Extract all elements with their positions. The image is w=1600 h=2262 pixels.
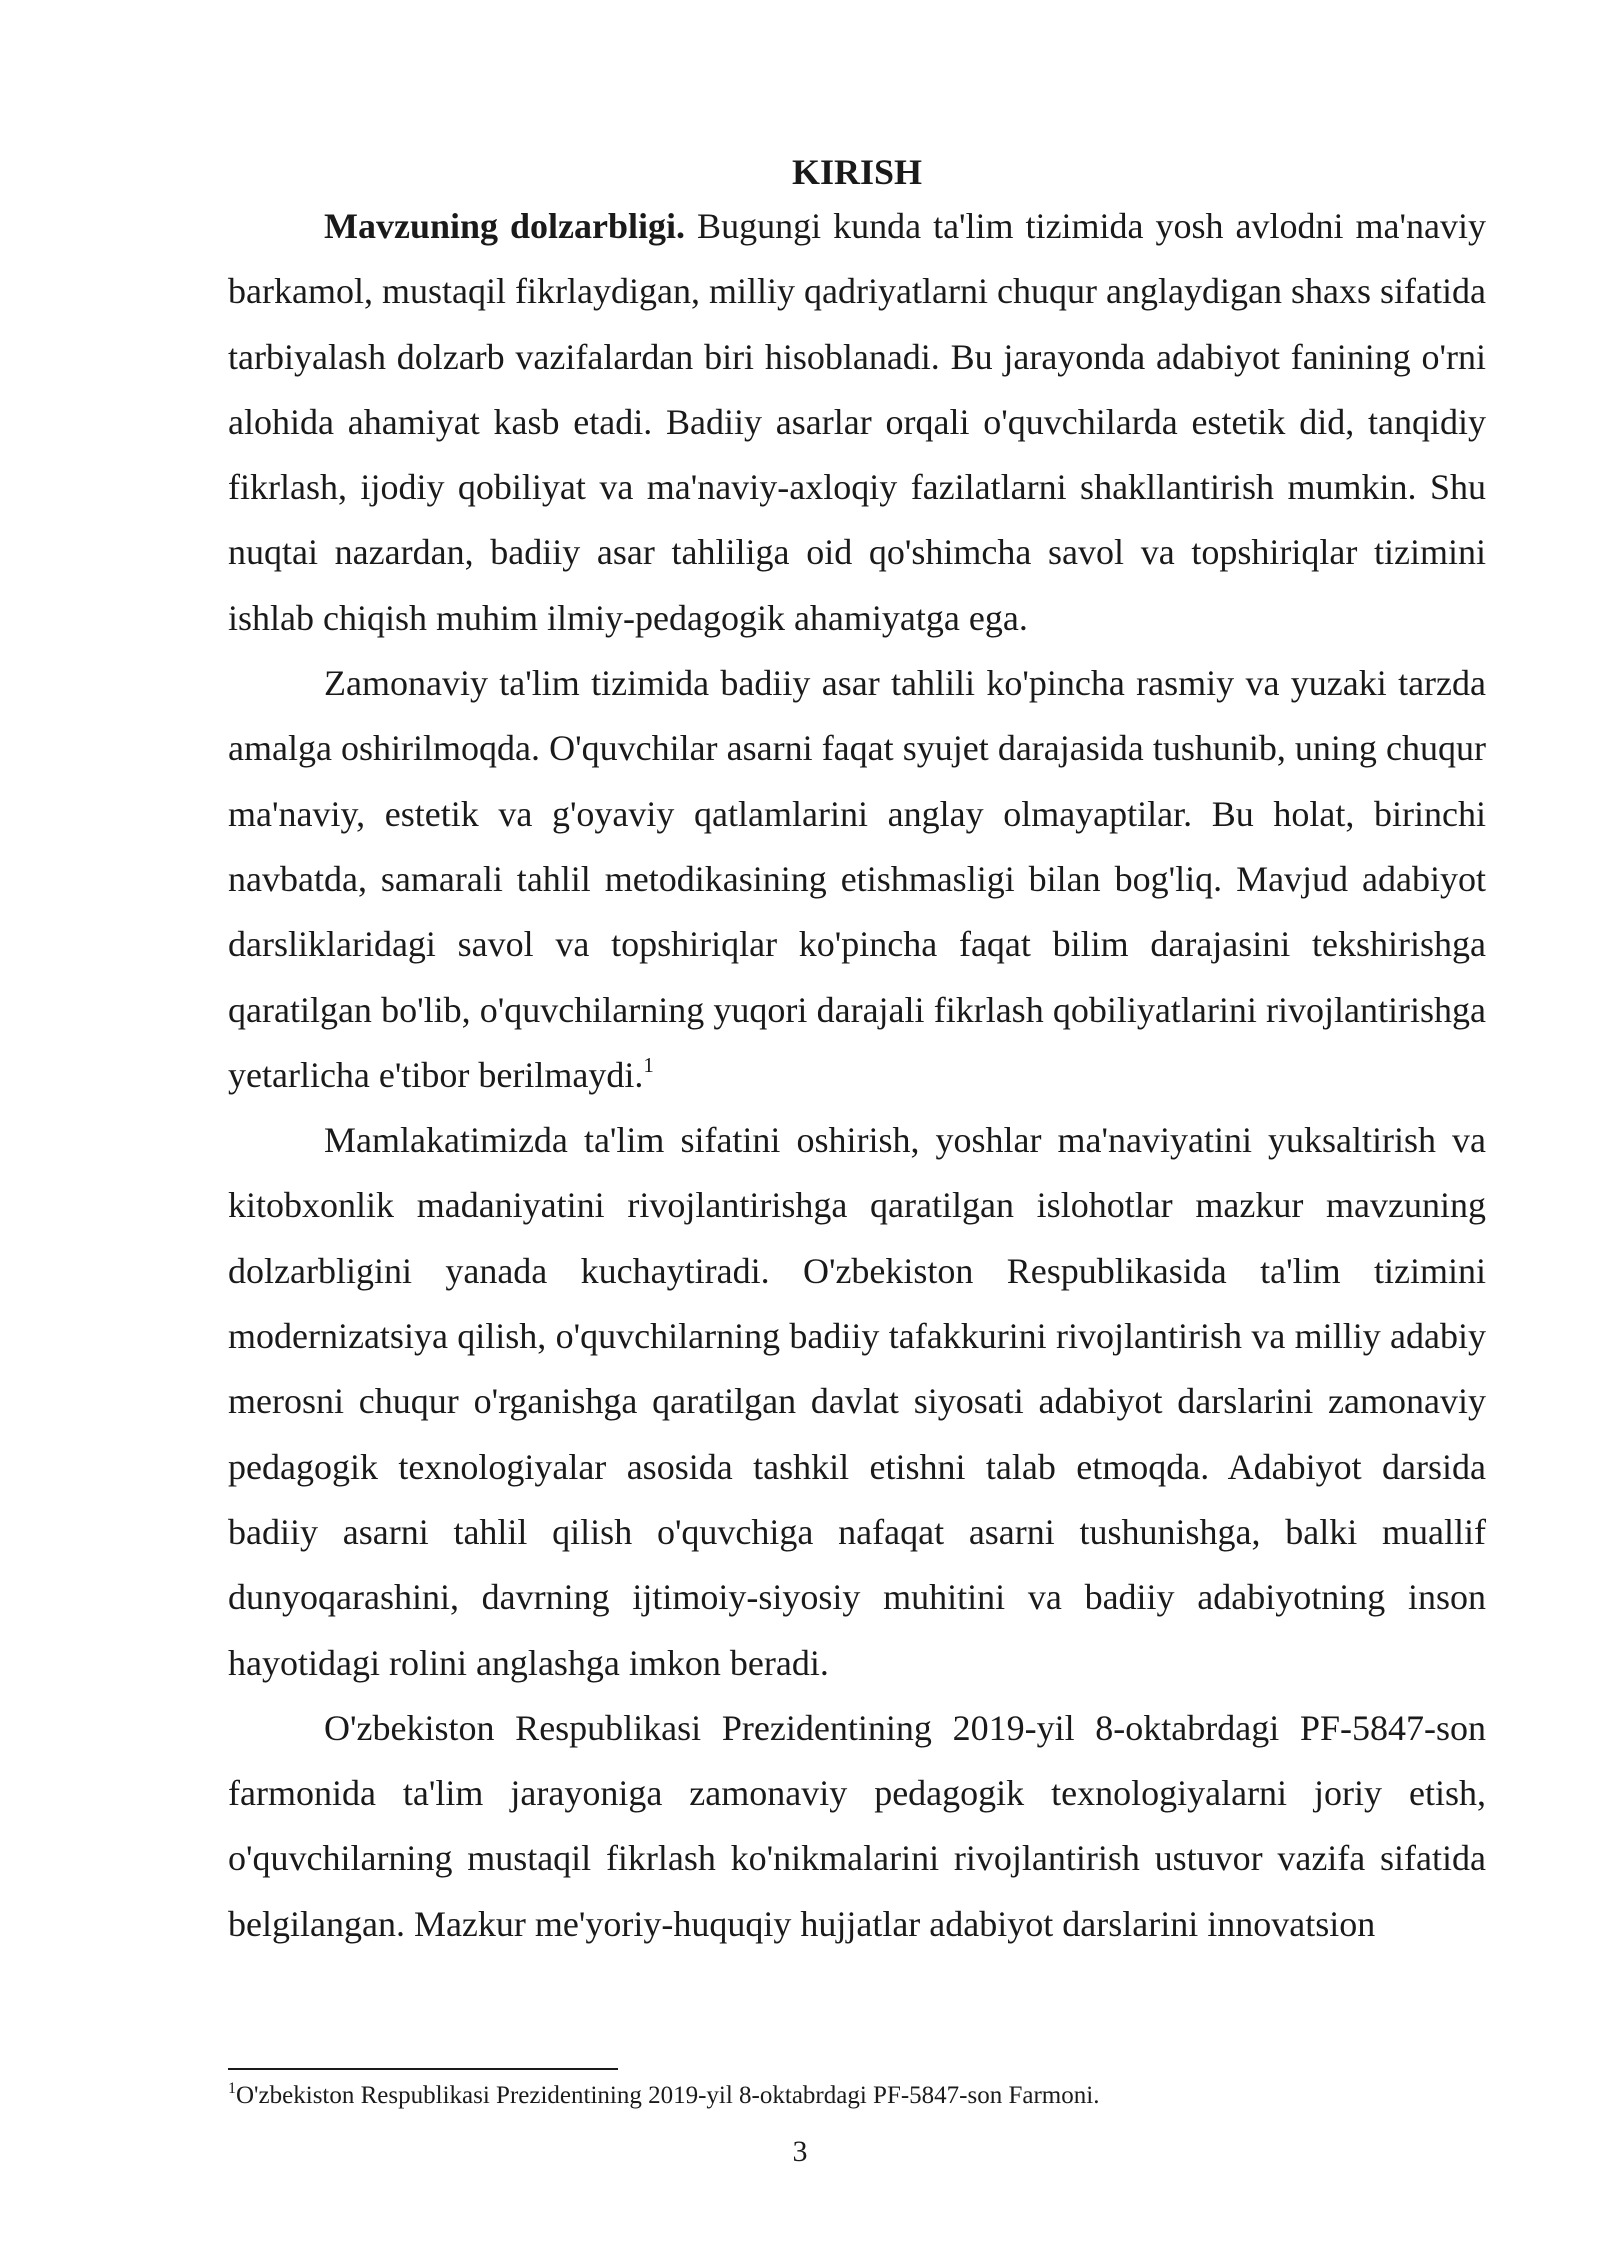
footnote-number: 1	[228, 2080, 236, 2097]
paragraph-text: Mamlakatimizda ta'lim sifatini oshirish, yoshlar ma'naviyatini yuksaltirish va kitobxonlik madaniyatini rivojlantirishga qaratilgan islohotlar mazkur mavzuning dolzarbligini yanada kuchaytiradi. O'zbekiston Respublikasida ta'lim tizimini modernizatsiya qilish, o'quvchilarning badiiy tafakkurini rivojlantirish va milliy adabiy merosni chuqur o'rganishga qaratilgan davlat siyosati adabiyot darslarini zamonaviy pedagogik texnologiyalar asosida tashkil etishni talab etmoqda. Adabiyot darsida badiiy asarni tahlil qilish o'quvchiga nafaqat asarni tushunishga, balki muallif dunyoqarashini, davrning ijtimoiy-siyosiy muhitini va badiiy adabiyotning inson hayotidagi rolini anglashga imkon beradi.	[228, 1120, 1486, 1683]
paragraph-decree	[228, 1696, 1486, 1957]
footnote-separator	[228, 2068, 618, 2070]
page-number: 3	[792, 2135, 808, 2168]
footnote-reference[interactable]: 1	[643, 1052, 654, 1077]
paragraph-text: Zamonaviy ta'lim tizimida badiiy asar tahlili ko'pincha rasmiy va yuzaki tarzda amalga oshirilmoqda. O'quvchilar asarni faqat syujet darajasida tushunib, uning chuqur ma'naviy, estetik va g'oyaviy qatlamlarini anglay olmayaptilar. Bu holat, birinchi navbatda, samarali tahlil metodikasining etishmasligi bilan bog'liq. Mavjud adabiyot darsliklaridagi savol va topshiriqlar ko'pincha faqat bilim darajasini tekshirishga qaratilgan bo'lib, o'quvchilarning yuqori darajali fikrlash qobiliyatlarini rivojlantirishga yetarlicha e'tibor berilmaydi.	[228, 663, 1486, 1095]
footnote-text: O'zbekiston Respublikasi Prezidentining 2019-yil 8-oktabrdagi PF-5847-son Farmoni.	[236, 2082, 1100, 2109]
main-text	[228, 150, 1486, 1957]
paragraph-text: O'zbekiston Respublikasi Prezidentining 2019-yil 8-oktabrdagi PF-5847-son farmonida ta'lim jarayoniga zamonaviy pedagogik texnologiyalarni joriy etish, o'quvchilarning mustaqil fikrlash ko'nikmalarini rivojlantirish ustuvor vazifa sifatida belgilangan. Mazkur me'yoriy-huquqiy hujjatlar adabiyot darslarini innovatsion	[228, 1707, 1486, 1944]
paragraph-lead: Mavzuning dolzarbligi.	[324, 206, 686, 246]
footnote	[228, 2076, 1486, 2116]
paragraph-relevance	[228, 194, 1486, 651]
paragraph-reforms	[228, 1108, 1486, 1696]
paragraph-text: Bugungi kunda ta'lim tizimida yosh avlodni ma'naviy barkamol, mustaqil fikrlaydigan, milliy qadriyatlarni chuqur anglaydigan shaxs sifatida tarbiyalash dolzarb vazifalardan biri hisoblanadi. Bu jarayonda adabiyot fanining o'rni alohida ahamiyat kasb etadi. Badiiy asarlar orqali o'quvchilarda estetik did, tanqidiy fikrlash, ijodiy qobiliyat va ma'naviy-axloqiy fazilatlarni shakllantirish mumkin. Shu nuqtai nazardan, badiiy asar tahliliga oid qo'shimcha savol va topshiriqlar tizimini ishlab chiqish muhim ilmiy-pedagogik ahamiyatga ega.	[228, 206, 1486, 638]
paragraph-analysis	[228, 651, 1486, 1108]
page-heading: KIRISH	[791, 152, 923, 192]
